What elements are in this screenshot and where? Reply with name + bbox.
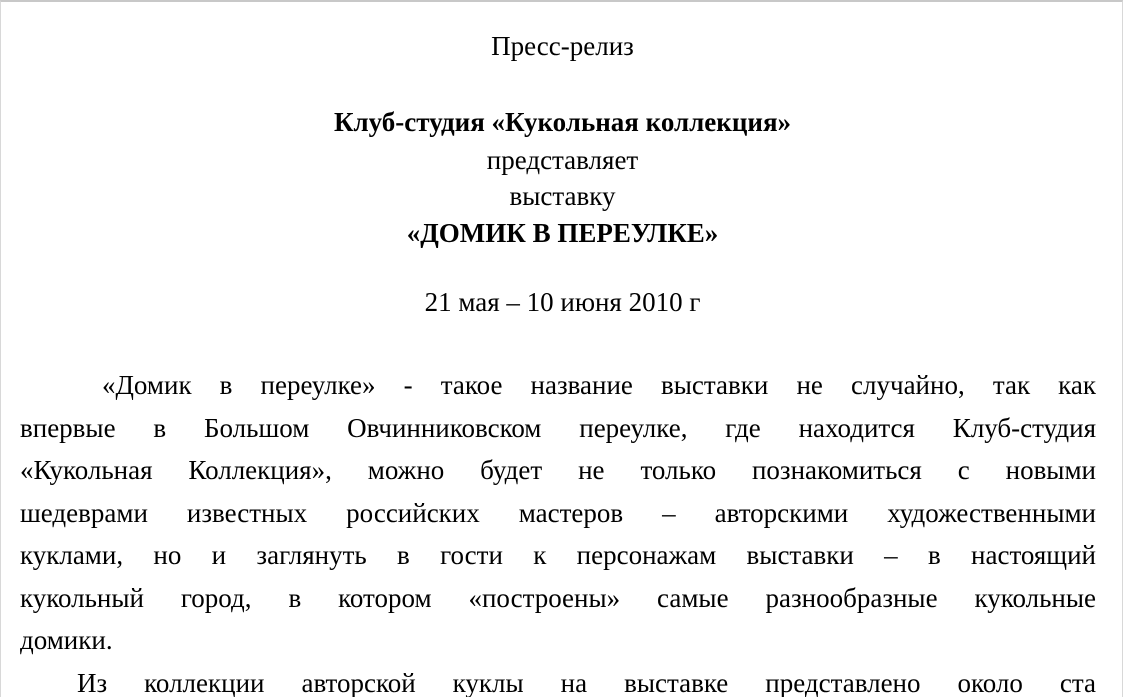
text-line: домики. (20, 625, 113, 655)
press-release-title: Пресс-релиз (491, 31, 634, 61)
exhibition-line: выставку (509, 181, 616, 211)
text-line: куклами, но и заглянуть в гости к персонажам выставки – в настоящий (20, 540, 1096, 570)
text-line: Из коллекции авторской куклы на выставке представлено около ста (77, 667, 1096, 697)
paragraph-1 (20, 364, 1096, 662)
exhibition-dates: 21 мая – 10 июня 2010 г (424, 287, 701, 317)
text-line: «Кукольная Коллекция», можно будет не только познакомиться с новыми (20, 455, 1096, 485)
text-line: кукольный город, в котором «построены» самые разнообразные кукольные (20, 582, 1096, 613)
text-line: шедеврами известных российских мастеров – авторскими художественными (20, 497, 1096, 528)
exhibition-name: «ДОМИК В ПЕРЕУЛКЕ» (406, 218, 719, 248)
text-line: «Домик в переулке» - такое название выставки не случайно, так как (102, 370, 1096, 400)
club-name: Клуб-студия «Кукольная коллекция» (333, 107, 792, 137)
presents-line: представляет (486, 145, 639, 175)
paragraph-2 (20, 662, 1096, 697)
text-line: впервые в Большом Овчинниковском переулке, где находится Клуб-студия (20, 412, 1096, 443)
document-body (20, 364, 1096, 697)
